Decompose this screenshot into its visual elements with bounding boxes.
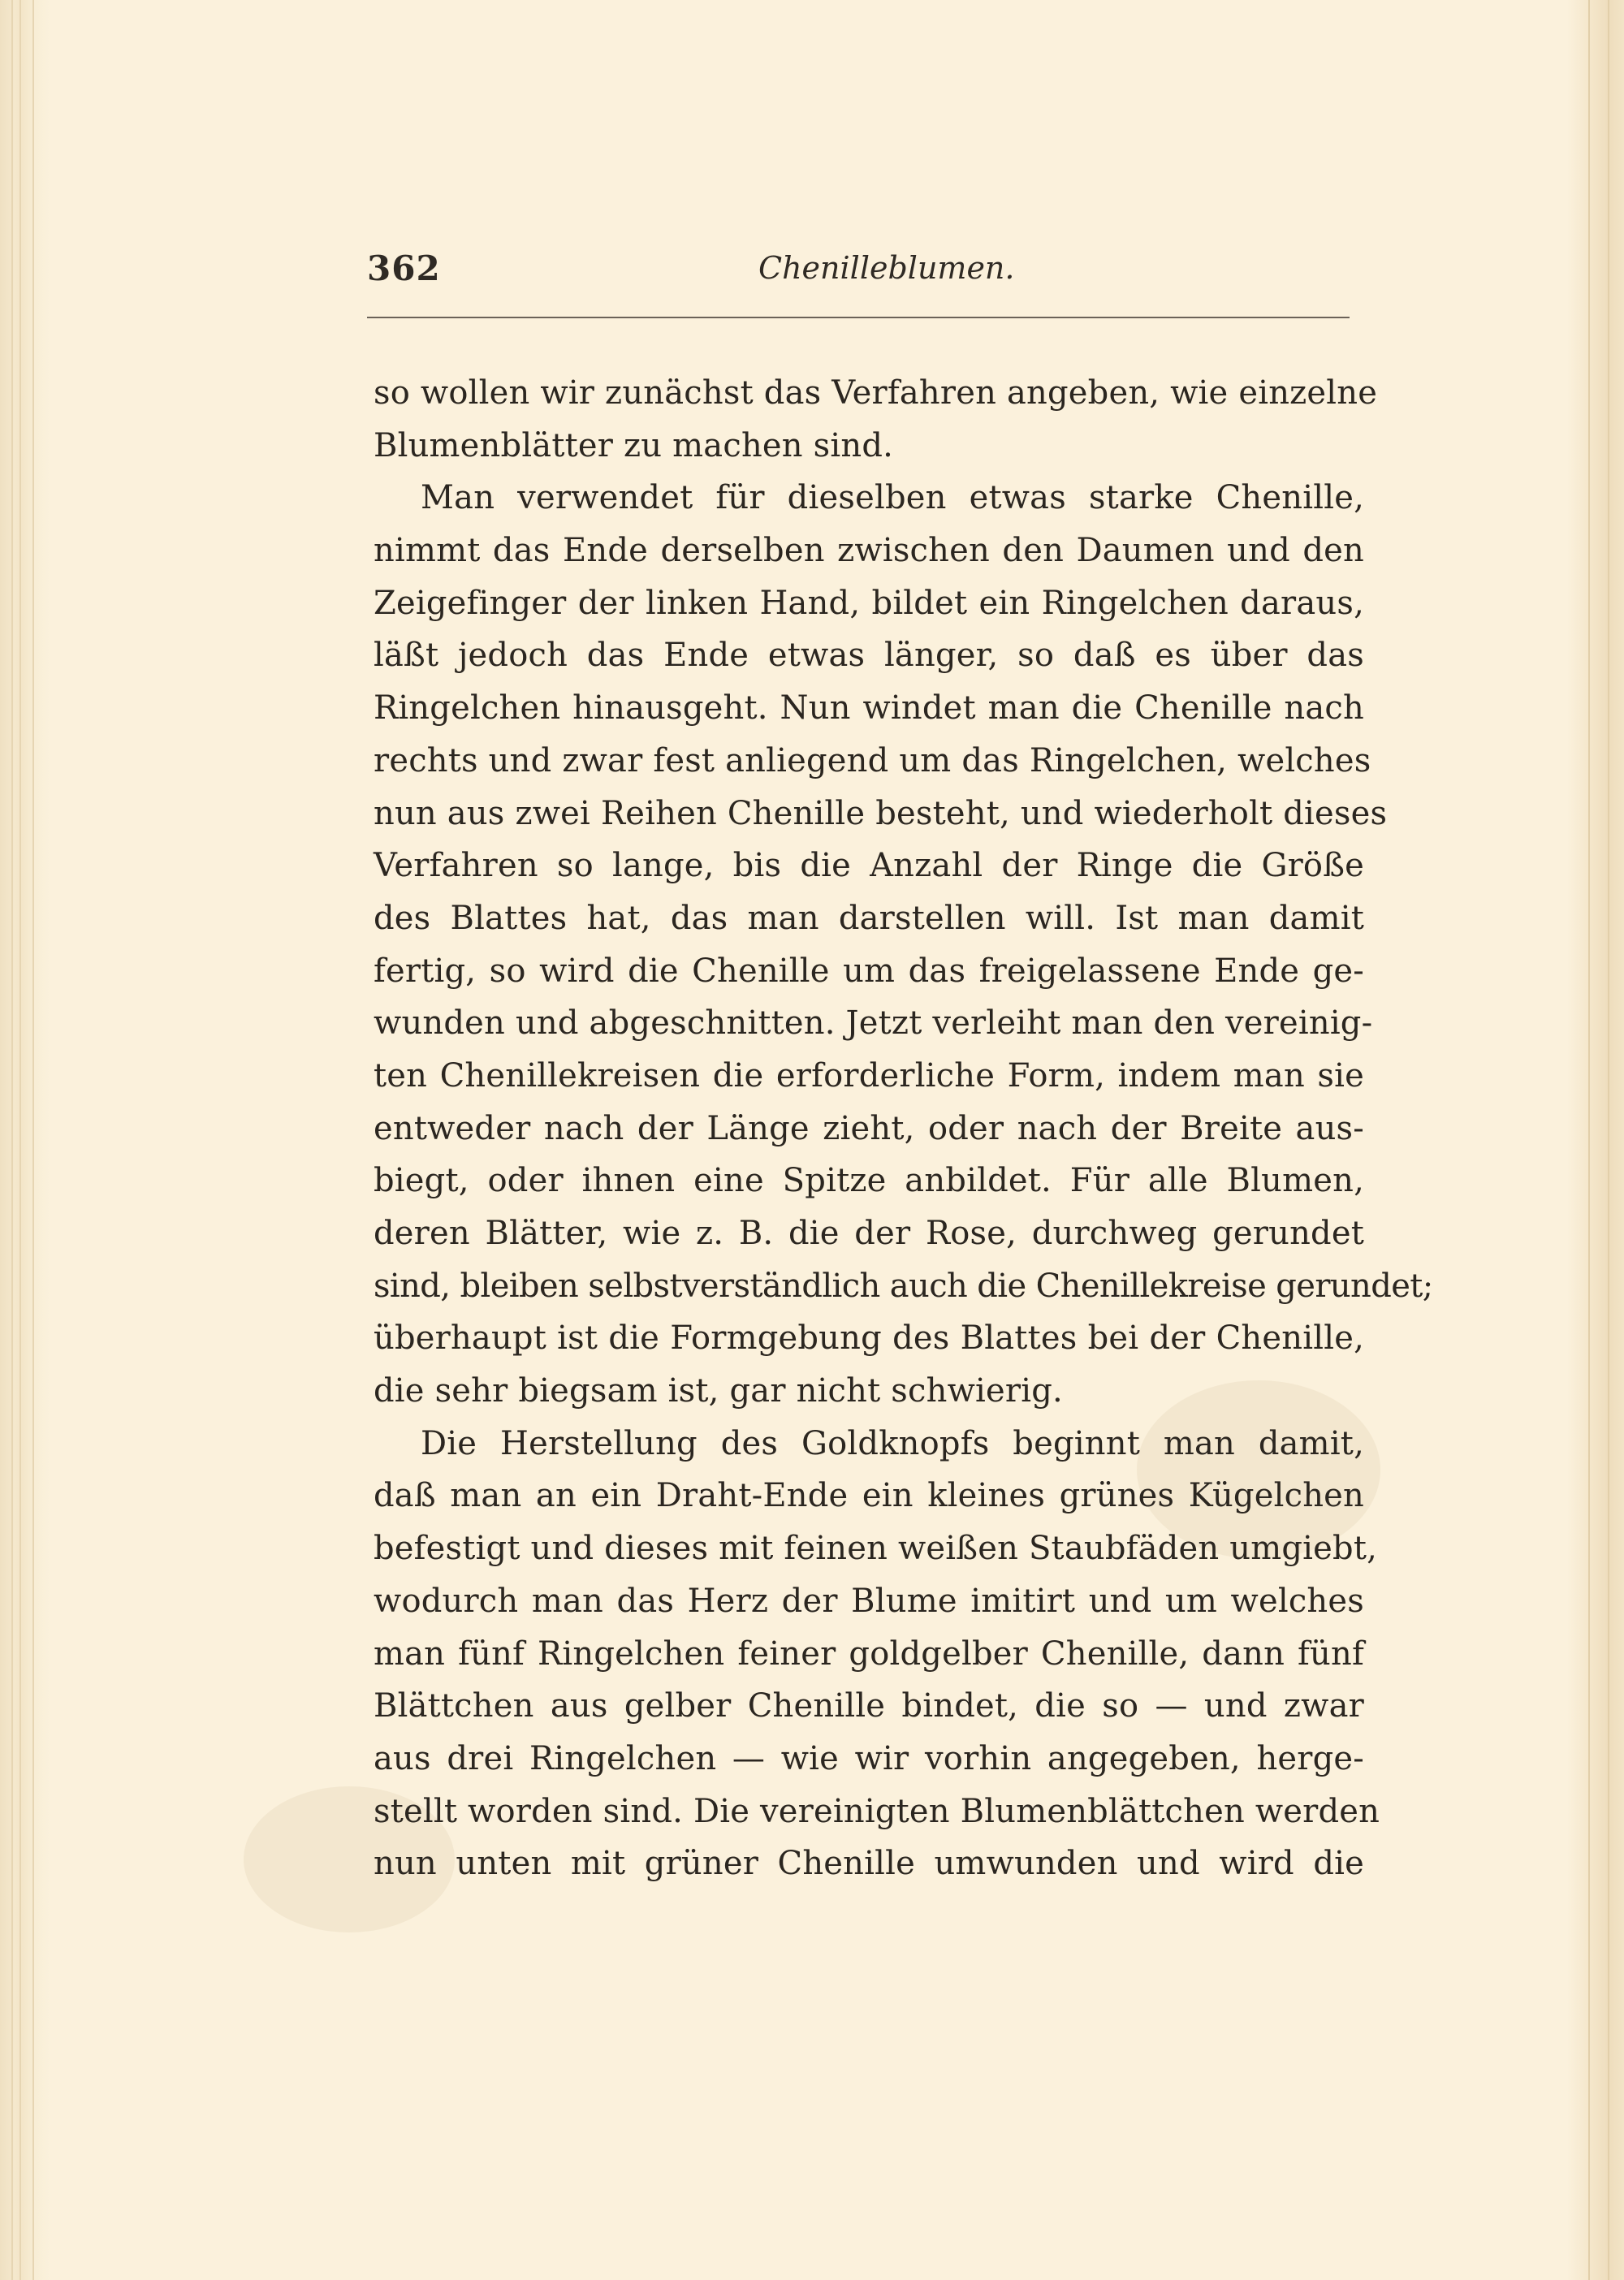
text-line: nun unten mit grüner Chenille umwunden und wird die [374,1845,1364,1883]
text-line: des Blattes hat, das man darstellen will. Ist man damit [374,899,1364,937]
text-line: so wollen wir zunächst das Verfahren angeben, wie einzelne [374,374,1378,412]
text-line: daß man an ein Draht-Ende ein kleines grünes Kügelchen [374,1477,1364,1515]
text-line: entweder nach der Länge zieht, oder nach der Breite aus- [374,1109,1364,1147]
text-line: die sehr biegsam ist, gar nicht schwierig. [374,1372,1063,1410]
page-number: 362 [367,248,441,288]
text-line: deren Blätter, wie z. B. die der Rose, durchweg gerundet [374,1215,1364,1252]
text-line: rechts und zwar fest anliegend um das Ringelchen, welches [374,741,1371,779]
text-line: sind, bleiben selbstverständlich auch die Chenillekreise gerundet; [374,1267,1433,1305]
text-line: wunden und abgeschnitten. Jetzt verleiht man den vereinig- [374,1004,1373,1043]
text-line: nimmt das Ende derselben zwischen den Daumen und den [374,532,1364,570]
text-line: stellt worden sind. Die vereinigten Blumenblättchen werden [374,1792,1380,1830]
text-line: Verfahren so lange, bis die Anzahl der Ringe die Größe [374,847,1364,885]
running-title: Chenilleblumen. [758,250,1015,286]
text-line: Blumenblätter zu machen sind. [374,426,894,464]
text-line: Die Herstellung des Goldknopfs beginnt man damit, [421,1424,1364,1462]
text-line: Zeigefinger der linken Hand, bildet ein Ringelchen daraus, [374,584,1364,622]
text-line: man fünf Ringelchen feiner goldgelber Chenille, dann fünf [374,1634,1364,1673]
page-edge-line [32,0,34,2280]
page-left-edge [0,0,50,2280]
text-line: Man verwendet für dieselben etwas starke Chenille, [421,479,1364,517]
header-rule [367,317,1350,318]
text-line: biegt, oder ihnen eine Spitze anbildet. Für alle Blumen, [374,1162,1364,1200]
page-edge-line [11,0,13,2280]
page-right-edge [1567,0,1624,2280]
text-line: überhaupt ist die Formgebung des Blattes bei der Chenille, [374,1319,1364,1358]
text-line: aus drei Ringelchen — wie wir vorhin angegeben, herge- [374,1739,1364,1777]
text-line: wodurch man das Herz der Blume imitirt und um welches [374,1582,1364,1620]
text-line: ten Chenillekreisen die erforderliche Form, indem man sie [374,1056,1364,1095]
page-edge-line [19,0,21,2280]
text-line: nun aus zwei Reihen Chenille besteht, und wiederholt dieses [374,794,1388,832]
text-line: fertig, so wird die Chenille um das freigelassene Ende ge- [374,952,1364,990]
text-line: Ringelchen hinausgeht. Nun windet man die Chenille nach [374,689,1364,728]
text-line: läßt jedoch das Ende etwas länger, so daß es über das [374,637,1364,675]
text-line: befestigt und dieses mit feinen weißen Staubfäden umgiebt, [374,1530,1378,1568]
page-edge-line [1608,0,1609,2280]
page-edge-line [1588,0,1590,2280]
page-header [367,248,1350,297]
body-text [374,367,1433,1890]
text-line: Blättchen aus gelber Chenille bindet, die so — und zwar [374,1687,1364,1725]
